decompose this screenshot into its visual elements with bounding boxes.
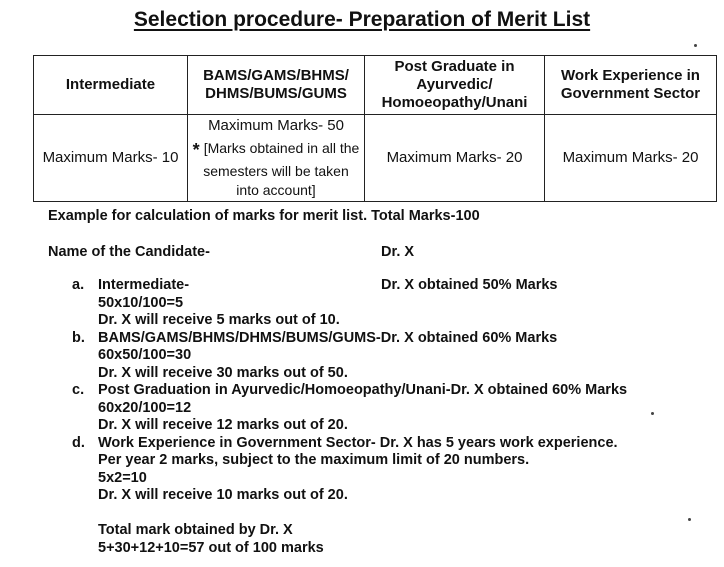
candidate-value: Dr. X <box>381 244 415 260</box>
step-heading: Work Experience in Government Sector- Dr. X has 5 years work experience. <box>98 434 618 451</box>
header-intermediate: Intermediate <box>34 56 188 115</box>
table-row <box>34 115 717 202</box>
step-marker: c. <box>72 382 85 398</box>
step-heading: BAMS/GAMS/BHMS/DHMS/BUMS/GUMS-Dr. X obtained 60% Marks <box>98 329 558 346</box>
step-marker: a. <box>72 277 85 293</box>
step-calc: 5x2=10 <box>98 469 147 486</box>
list-item <box>72 330 702 383</box>
scan-speck <box>651 412 654 415</box>
cell-bams <box>188 115 365 202</box>
header-post-graduate: Post Graduate in Ayurvedic/ Homoeopathy/Unani <box>365 56 545 115</box>
step-result: Dr. X will receive 5 marks out of 10. <box>98 312 340 328</box>
step-result: Dr. X will receive 10 marks out of 20. <box>98 487 348 503</box>
total-label: Total mark obtained by Dr. X <box>98 522 293 538</box>
step-calc: 50x10/100=5 <box>98 294 184 311</box>
cell-bams-note: [Marks obtained in all the semesters will be taken into account] <box>203 140 360 198</box>
page-title: Selection procedure- Preparation of Merit List <box>133 8 591 31</box>
step-result: Dr. X will receive 12 marks out of 20. <box>98 417 348 433</box>
candidate-label: Name of the Candidate- <box>48 244 210 260</box>
step-heading: Intermediate- <box>98 277 190 293</box>
asterisk-mark: * <box>192 140 200 160</box>
example-heading: Example for calculation of marks for merit list. Total Marks-100 <box>48 208 480 224</box>
scan-speck <box>694 44 697 47</box>
cell-pg-max: Maximum Marks- 20 <box>365 115 545 202</box>
scan-speck <box>688 518 691 521</box>
step-marker: b. <box>72 329 85 346</box>
cell-work-max: Maximum Marks- 20 <box>545 115 717 202</box>
calculation-steps <box>72 277 702 505</box>
step-side-note: Dr. X obtained 50% Marks <box>381 277 558 293</box>
list-item <box>72 435 702 505</box>
list-item <box>72 277 702 330</box>
step-heading: Post Graduation in Ayurvedic/Homoeopathy/Unani-Dr. X obtained 60% Marks <box>98 382 628 398</box>
step-detail: Per year 2 marks, subject to the maximum limit of 20 numbers. <box>98 452 530 468</box>
merit-table <box>33 55 717 202</box>
header-bams: BAMS/GAMS/BHMS/ DHMS/BUMS/GUMS <box>188 56 365 115</box>
total-calc: 5+30+12+10=57 out of 100 marks <box>98 540 324 556</box>
step-calc: 60x50/100=30 <box>98 347 192 363</box>
list-item <box>72 382 702 435</box>
step-calc: 60x20/100=12 <box>98 399 192 416</box>
step-result: Dr. X will receive 30 marks out of 50. <box>98 364 348 381</box>
cell-bams-max: Maximum Marks- 50 <box>208 117 344 134</box>
cell-intermediate-max: Maximum Marks- 10 <box>34 115 188 202</box>
table-header-row <box>34 56 717 115</box>
step-marker: d. <box>72 434 85 451</box>
header-work-experience: Work Experience in Government Sector <box>545 56 717 115</box>
cell-bams-note-wrap <box>191 139 361 199</box>
